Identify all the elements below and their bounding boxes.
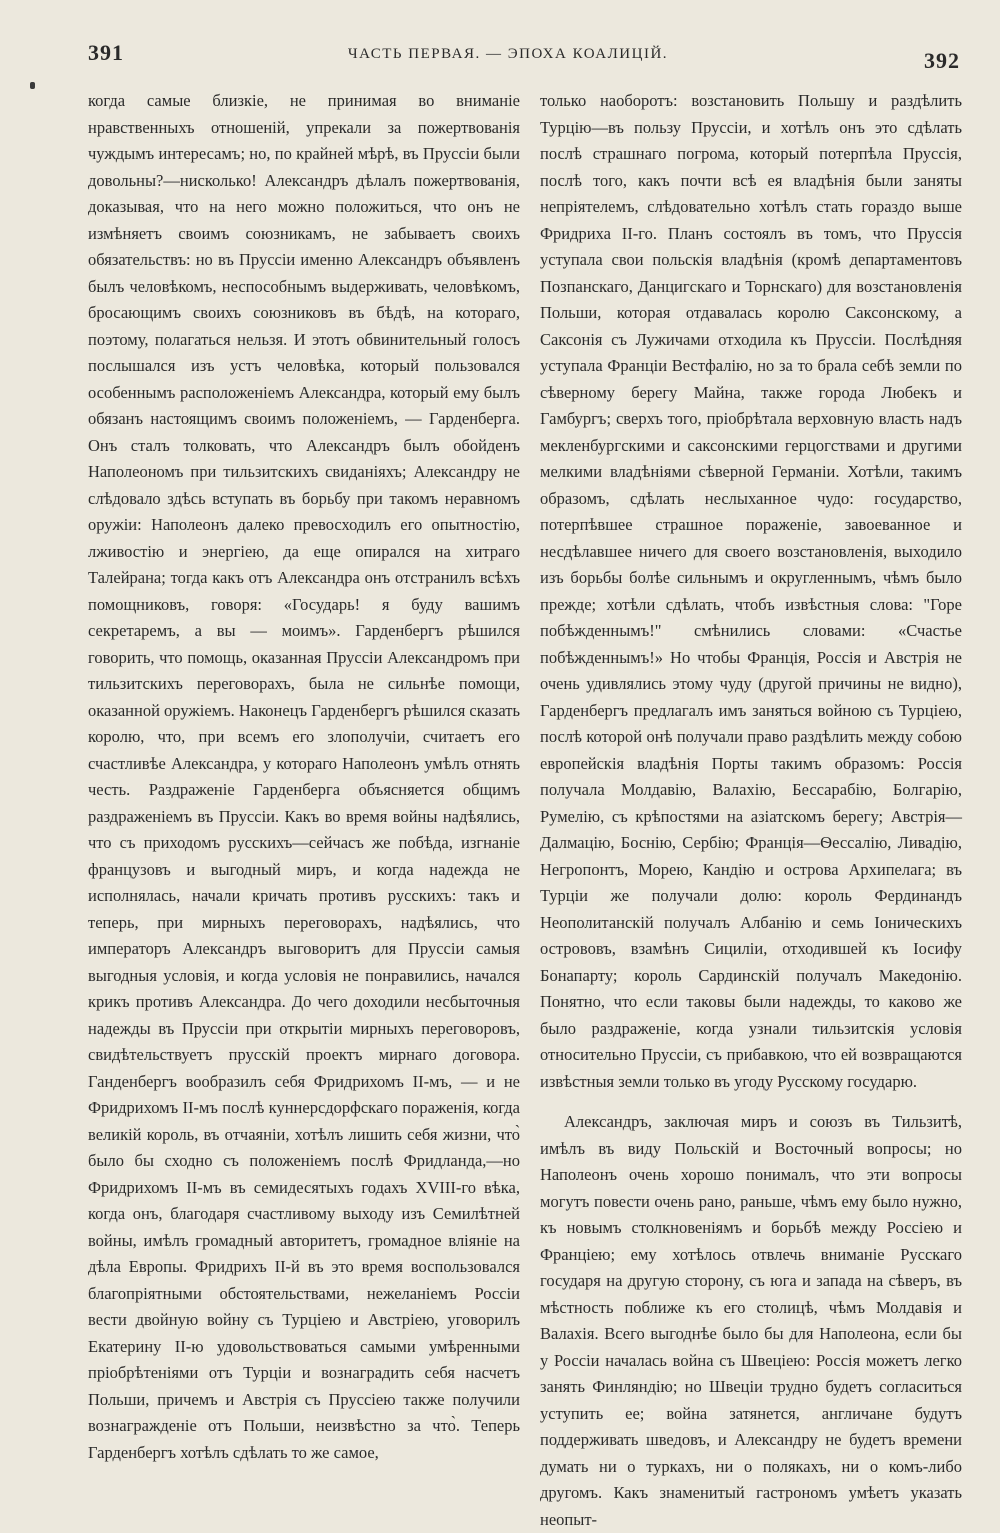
right-column <box>540 88 962 1529</box>
page-number-left: 391 <box>88 40 124 65</box>
page-header <box>88 36 960 76</box>
page-number-right: 392 <box>924 48 960 73</box>
left-column <box>88 88 520 1462</box>
running-title: ЧАСТЬ ПЕРВАЯ. — ЭПОХА КОАЛИЦІЙ. <box>347 46 669 62</box>
ink-spot <box>30 82 35 89</box>
right-paragraph-1: только наоборотъ: возстановить Польшу и раздѣлить Турцію—въ пользу Пруссіи, и хотѣлъ онъ это сдѣлать послѣ страшнаго погрома, который потерпѣла Пруссія, послѣ того, какъ почти всѣ ея владѣнія были заняты непріятелемъ, слѣдовательно хотѣлъ стать гораздо выше Фридриха II-го. Планъ состоялъ въ томъ, что Пруссія уступала свои польскія владѣнія (кромѣ департаментовъ Позпанскаго, Данцигскаго и Торнскаго) для возстановленія Польши, которая отдавалась королю Саксонскому, а Саксонія съ Лужичами отходила къ Пруссіи. Послѣдняя уступала Франціи Вестфалію, но за то брала себѣ земли по сѣверному берегу Майна, также города Любекъ и Гамбургъ; сверхъ того, пріобрѣтала верховную власть надъ мекленбургскими и саксонскими герцогствами и другими мелкими владѣніями сѣверной Германіи. Хотѣли, такимъ образомъ, сдѣлать неслыханное чудо: государство, потерпѣвшее страшное пораженіе, завоеванное и несдѣлавшее ничего для своего возстановленія, выходило изъ борьбы болѣе сильнымъ и округленнымъ, чѣмъ было прежде; хотѣли сдѣлать, чтобъ извѣстныя слова: "Горе побѣжденнымъ!" смѣнились словами: «Счастье побѣжденнымъ!» Но чтобы Франція, Россія и Австрія не очень удивлялись этому чуду (другой причины не видно), Гарденбергъ предлагалъ имъ заняться войною съ Турціею, послѣ которой онѣ получали право раздѣлить между собою европейскія владѣнія Порты такимъ образомъ: Россія получала Молдавію, Валахію, Бессарабію, Болгарію, Румелію, съ крѣпостями на азіатскомъ берегу; Австрія—Далмацію, Боснію, Сербію; Франція—Ѳессалію, Ливадію, Негропонтъ, Морею, Кандію и острова Архипелага; въ Турціи же получали долю: король Фердинандъ Неополитанскій получалъ Албанію и семь Іоническихъ острововъ, взамѣнъ Сициліи, отходившей къ Іосифу Бонапарту; король Сардинскій получалъ Македонію. Понятно, что если таковы были надежды, то каково же было раздраженіе, когда узнали тильзитскія условія относительно Пруссіи, съ прибавкою, что ей возвращаются извѣстныя земли только въ угоду Русскому государю. <box>540 91 962 1091</box>
left-paragraph: когда самые близкіе, не принимая во вниманіе нравственныхъ отношеній, упрекали за пожертвованія чуждымъ интересамъ; но, по крайней мѣрѣ, въ Пруссіи были довольны?—нисколько! Александръ дѣлалъ пожертвованія, доказывая, что на него можно положиться, что онъ не измѣняетъ своимъ союзникамъ, не забываетъ своихъ обязательствъ: но въ Пруссіи именно Александръ объявленъ былъ человѣкомъ, неспособнымъ выдерживать, человѣкомъ, бросающимъ своихъ союзниковъ въ бѣдѣ, на котораго, поэтому, полагаться нельзя. И этотъ обвинительный голосъ послышался изъ устъ человѣка, который пользовался особеннымъ расположеніемъ Александра, который ему былъ обязанъ настоящимъ своимъ положеніемъ, — Гарденберга. Онъ сталъ толковать, что Александръ былъ обойденъ Наполеономъ при тильзитскихъ свиданіяхъ; Александру не слѣдовало здѣсь вступать въ борьбу при такомъ неравномъ оружіи: Наполеонъ далеко превосходилъ его опытностію, лживостію и энергіею, да еще опирался на хитраго Талейрана; тогда какъ отъ Александра онъ отстранилъ всѣхъ помощниковъ, говоря: «Государь! я буду вашимъ секретаремъ, а вы — моимъ». Гарденбергъ рѣшился говорить, что помощь, оказанная Пруссіи Александромъ при тильзитскихъ переговорахъ, была не сильнѣе помощи, оказанной оружіемъ. Наконецъ Гарденбергъ рѣшился сказать королю, что, при всемъ его злополучіи, считаетъ его счастливѣе Александра, у котораго Наполеонъ умѣлъ отнять честь. Раздраженіе Гарденберга объясняется общимъ раздраженіемъ въ Пруссіи. Какъ во время войны надѣялись, что съ приходомъ русскихъ—сейчасъ же побѣда, изгнаніе французовъ и выгодный миръ, и когда надежда не исполнялась, начали кричать противъ русскихъ: такъ и теперь, при мирныхъ переговорахъ, надѣялись, что императоръ Александръ выговоритъ для Пруссіи самыя выгодныя условія, и когда условія не понравились, начался крикъ противъ Александра. До чего доходили несбыточныя надежды въ Пруссіи при открытіи мирныхъ переговоровъ, свидѣтельствуетъ прусскій проектъ мирнаго договора. Ганденбергъ вообразилъ себя Фридрихомъ II-мъ, — и не Фридрихомъ II-мъ послѣ куннерсдорфскаго пораженія, когда великій король, въ отчаяніи, хотѣлъ лишить себя жизни, что̀ было бы сходно съ положеніемъ послѣ Фридланда,—но Фридрихомъ II-мъ въ семидесятыхъ годахъ XVIII-го вѣка, когда онъ, благодаря счастливому выходу изъ Семилѣтней войны, имѣлъ громадный авторитетъ, громадное вліяніе на дѣла Европы. Фридрихъ II-й въ это время воспользовался благопріятными обстоятельствами, нежеланіемъ Россіи вести двойную войну съ Турціею и Австріею, уговорилъ Екатерину II-ю удовольствоваться самыми умѣренными пріобрѣтеніями отъ Турціи и вознаградить себя насчетъ Польши, причемъ и Австрія съ Пруссіею также получили вознагражденіе отъ Польши, неизвѣстно за что̀. Теперь Гарденбергъ хотѣлъ сдѣлать то же самое, <box>88 91 520 1462</box>
right-paragraph-2: Александръ, заключая миръ и союзъ въ Тильзитѣ, имѣлъ въ виду Польскій и Восточный вопросы; но Наполеонъ очень хорошо понималъ, что эти вопросы могутъ повести очень рано, раньше, чѣмъ ему было нужно, къ новымъ столкновеніямъ и борьбѣ между Россіею и Франціею; ему хотѣлось отвлечь вниманіе Русскаго государя на другую сторону, съ юга и запада на сѣверъ, въ мѣстность поближе къ его столицѣ, чѣмъ Молдавія и Валахія. Всего выгоднѣе было бы для Наполеона, если бы у Россіи началась война съ Швеціею: Россія можетъ легко занять Финляндію; но Швеціи трудно будетъ согласиться уступить ее; война затянется, англичане будутъ поддерживать шведовъ, и Александру не будетъ времени думать ни о туркахъ, ни о полякахъ, ни о комъ-либо другомъ. Какъ знаменитый гастрономъ умѣетъ указать неопыт- <box>540 1112 962 1529</box>
